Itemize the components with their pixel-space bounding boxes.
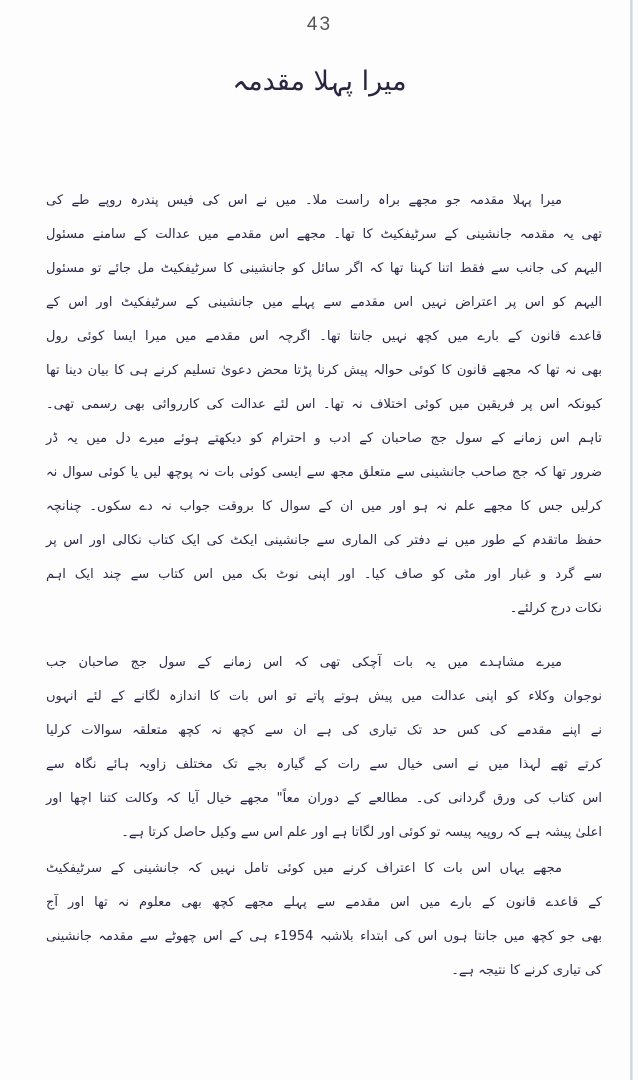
text-line: اس کتاب کی ورق گردانی کی۔ مطالعے کے دوران معاً" مجھے خیال آیا کہ وکالت کتنا اچھا اور: [46, 791, 602, 806]
text-line: کے قاعدے قانون کے بارے میں اس مقدمے سے پہلے مجھے کچھ بھی معلوم نہ تھا اور آج: [46, 895, 602, 910]
text-line: نکات درج کرلئے۔: [509, 601, 602, 616]
text-line: قاعدے قانون کے بارے میں کچھ نہیں جانتا تھا۔ اگرچہ اس مقدمے میں میرا ایسا کوئی رول: [46, 329, 602, 344]
text-line: تھی یہ مقدمہ جانشینی کے سرٹیفکیٹ کا تھا۔ مجھے اس مقدمے میں عدالت کے سامنے مسئول: [46, 227, 602, 242]
text-line: مجھے یہاں اس بات کا اعتراف کرنے میں کوئی تامل نہیں کہ جانشینی کے سرٹیفکیٹ: [46, 861, 562, 876]
text-line: میرے مشاہدے میں یہ بات آچکی تھی کہ اس زمانے کے سول جج صاحبان جب: [46, 655, 562, 670]
scan-edge: [630, 0, 633, 1080]
text-line: بھی جو کچھ میں جانتا ہوں اس کی ابتداء بلاشبہ 1954ء ہی کے اس چھوٹے سے مقدمہ جانشینی: [46, 929, 602, 944]
text-line: الیہم کو اس پر اعتراض نہیں اس مقدمے سے پہلے میں جانشینی کے سرٹیفکیٹ اور اس کے: [46, 295, 602, 310]
text-line: ضرور تھا کہ جج صاحب جانشینی سے متعلق مجھ سے ایسی کوئی بات نہ پوچھ لیں یا کوئی سوال نہ: [46, 465, 602, 480]
text-line: سے گرد و غبار اور مٹی کو صاف کیا۔ اور اپنی نوٹ بک میں اس کتاب سے چند ایک اہم: [46, 567, 602, 582]
paragraph: [46, 852, 602, 988]
body-text: [46, 184, 602, 988]
text-line: کی تیاری کرنے کا نتیجہ ہے۔: [451, 963, 602, 978]
paragraph: [46, 646, 602, 850]
text-line: اعلیٰ پیشہ ہے کہ روپیہ پیسہ تو کوئی اور لگاتا ہے اور علم اس سے وکیل حاصل کرتا ہے۔: [121, 825, 602, 840]
text-line: بھی نہ تھا کہ مجھے قانون کا کوئی حوالہ پیش کرنا پڑتا محض دعویٰ تسلیم کرنے ہی کا بیان دینا تھا: [46, 363, 602, 378]
text-line: نے اپنے مقدمے کی کس حد تک تیاری کی ہے ان سے کچھ نہ کچھ متعلقہ سوالات کرلیا: [46, 723, 602, 738]
chapter-title: میرا پہلا مقدمہ: [232, 66, 407, 97]
text-line: حفظ ماتقدم کے طور میں نے دفتر کی الماری سے جانشینی ایکٹ کی ایک کتاب نکالی اور اس پر: [46, 533, 602, 548]
text-line: کیونکہ اس پر فریقین میں کوئی اختلاف نہ تھا۔ اس لئے عدالت کی کارروائی بھی رسمی تھی۔: [46, 397, 602, 412]
text-line: الیہم کی جانب سے فقط اتنا کہنا تھا کہ اگر سائل کو جانشینی کا سرٹیفکیٹ مل جائے تو مسئول: [46, 261, 602, 276]
text-line: تاہم اس زمانے کے سول جج صاحبان کے ادب و احترام کو دیکھتے ہوئے میرے دل میں یہ ڈر: [46, 431, 602, 446]
paragraph: [46, 184, 602, 626]
text-line: میرا پہلا مقدمہ جو مجھے براہ راست ملا۔ میں نے اس کی فیس پندرہ روپے طے کی: [46, 193, 562, 208]
text-line: نوجوان وکلاء کو اپنی عدالت میں پیش ہوتے پاتے تو اس بات کا اندازہ لگانے کے لئے انہوں: [46, 689, 602, 704]
text-line: کرلیں جس کا مجھے علم نہ ہو اور میں ان کے سوال کا بروقت جواب نہ دے سکوں۔ چنانچہ: [46, 499, 602, 514]
page-number: 43: [306, 14, 333, 35]
text-line: کرتے تھے لہذا میں نے اسی خیال سے رات کے گیارہ بجے تک مختلف زاویہ ہائے نگاہ سے: [46, 757, 602, 772]
